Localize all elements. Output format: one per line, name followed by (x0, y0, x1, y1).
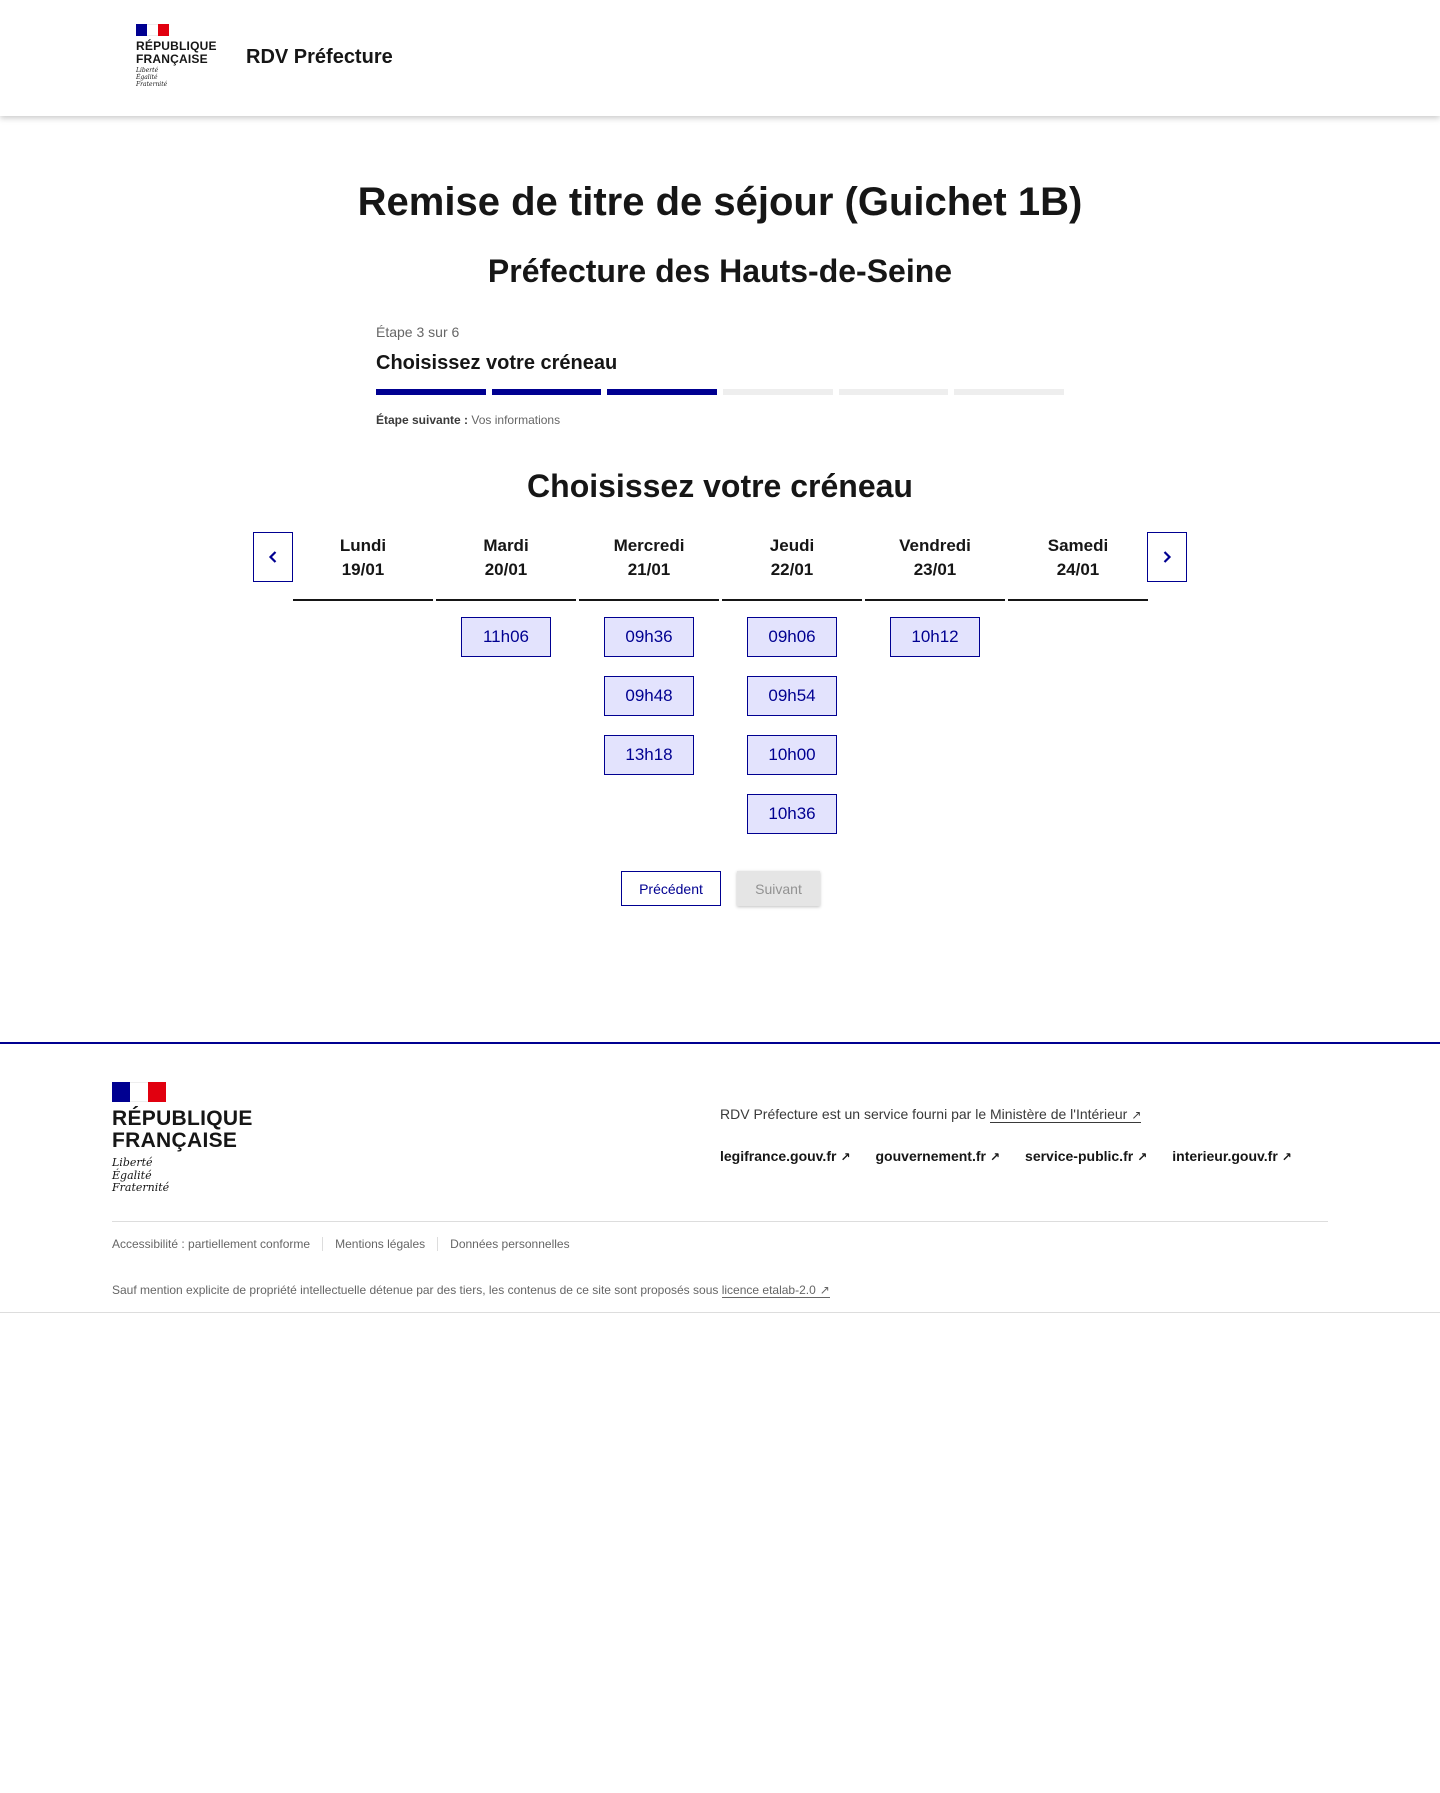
footer-logo-motto: Liberté Égalité Fraternité (112, 1156, 170, 1195)
stepper-segment (954, 389, 1064, 395)
footer-divider (112, 1221, 1328, 1222)
accessibility-link[interactable]: Accessibilité : partiellement conforme (112, 1237, 323, 1251)
stepper-next-value: Vos informations (471, 413, 561, 427)
days-grid (293, 532, 1147, 834)
stepper-progress-bar (376, 389, 1064, 395)
day-date: 24/01 (1056, 560, 1100, 579)
day-name: Vendredi (899, 536, 971, 555)
time-slot-button[interactable]: 09h06 (747, 617, 837, 657)
slots-heading: Choisissez votre créneau (527, 468, 913, 504)
service-title[interactable]: RDV Préfecture (246, 46, 393, 68)
day-header (436, 532, 576, 601)
ministere-link[interactable]: Ministère de l'Intérieur ↗ (990, 1106, 1142, 1122)
footer-republique-francaise-logo[interactable] (112, 1082, 253, 1195)
legal-notice-link[interactable]: Mentions légales (335, 1237, 438, 1251)
day-date: 21/01 (627, 560, 671, 579)
external-link-icon: ↗ (1281, 1150, 1292, 1164)
day-column (293, 532, 433, 834)
day-name: Mercredi (613, 536, 685, 555)
previous-week-button[interactable] (253, 532, 293, 582)
time-slot-button[interactable]: 10h36 (747, 794, 837, 834)
external-link-icon: ↗ (989, 1150, 1001, 1164)
french-flag-icon (136, 24, 216, 36)
stepper-title: Choisissez votre créneau (376, 352, 618, 374)
footer-link-legifrance[interactable]: legifrance.gouv.fr ↗ (720, 1148, 851, 1164)
day-header (722, 532, 862, 601)
day-name: Mardi (483, 536, 529, 555)
next-week-button[interactable] (1147, 532, 1187, 582)
stepper-next-step (376, 413, 1064, 427)
footer-link-gouvernement[interactable]: gouvernement.fr ↗ (875, 1148, 1001, 1164)
next-button-disabled[interactable]: Suivant (737, 871, 820, 906)
day-column (865, 532, 1005, 834)
external-link-icon: ↗ (819, 1283, 830, 1297)
footer-link-service-public[interactable]: service-public.fr ↗ (1025, 1148, 1148, 1164)
stepper-segment (607, 389, 717, 395)
day-header (1008, 532, 1148, 601)
stepper-segment (492, 389, 602, 395)
footer-description: RDV Préfecture est un service fourni par le Ministère de l'Intérieur ↗ (720, 1106, 1142, 1122)
footer-link-interieur[interactable]: interieur.gouv.fr ↗ (1172, 1148, 1292, 1164)
day-date: 22/01 (770, 560, 814, 579)
day-header (579, 532, 719, 601)
stepper-segment (839, 389, 949, 395)
time-slot-button[interactable]: 11h06 (461, 617, 551, 657)
time-slot-button[interactable]: 09h54 (747, 676, 837, 716)
day-date: 23/01 (913, 560, 957, 579)
republique-francaise-logo[interactable] (136, 24, 216, 89)
time-slot-button[interactable]: 13h18 (604, 735, 694, 775)
footer-licence: Sauf mention explicite de propriété intellectuelle détenue par des tiers, les contenus de ce site sont proposés sous licence etalab-2.0 ↗ (112, 1283, 830, 1297)
site-footer (0, 1042, 1440, 1313)
chevron-right-icon (1162, 550, 1172, 564)
time-slot-button[interactable]: 09h48 (604, 676, 694, 716)
external-link-icon: ↗ (1137, 1150, 1148, 1164)
external-link-icon: ↗ (840, 1150, 851, 1164)
time-slot-button[interactable]: 10h12 (890, 617, 980, 657)
day-date: 19/01 (341, 560, 385, 579)
day-header (293, 532, 433, 601)
footer-logo-text: RÉPUBLIQUE FRANÇAISE (112, 1107, 253, 1153)
previous-button[interactable]: Précédent (621, 871, 721, 906)
chevron-left-icon (268, 550, 278, 564)
page-subtitle: Préfecture des Hauts-de-Seine (487, 253, 953, 289)
day-header (865, 532, 1005, 601)
day-column (579, 532, 719, 834)
day-column (436, 532, 576, 834)
day-column (722, 532, 862, 834)
stepper-state: Étape 3 sur 6 (376, 324, 460, 340)
french-flag-icon (112, 1082, 253, 1102)
time-slot-button[interactable]: 09h36 (604, 617, 694, 657)
day-date: 20/01 (484, 560, 528, 579)
external-link-icon: ↗ (1131, 1108, 1142, 1122)
logo-text: RÉPUBLIQUE FRANÇAISE (136, 39, 217, 66)
personal-data-link[interactable]: Données personnelles (450, 1237, 570, 1251)
day-name: Samedi (1047, 536, 1109, 555)
licence-etalab-link[interactable]: licence etalab-2.0 ↗ (721, 1283, 830, 1297)
footer-links (720, 1148, 1292, 1164)
site-header (0, 0, 1440, 116)
footer-bottom-links (112, 1237, 594, 1251)
stepper (376, 324, 1064, 427)
logo-motto: Liberté Égalité Fraternité (136, 67, 168, 88)
stepper-segment (376, 389, 486, 395)
day-name: Lundi (339, 536, 387, 555)
time-slot-button[interactable]: 10h00 (747, 735, 837, 775)
stepper-next-label: Étape suivante : (376, 413, 469, 427)
day-column (1008, 532, 1148, 834)
day-name: Jeudi (769, 536, 815, 555)
page-title: Remise de titre de séjour (Guichet 1B) (357, 180, 1083, 224)
stepper-segment (723, 389, 833, 395)
